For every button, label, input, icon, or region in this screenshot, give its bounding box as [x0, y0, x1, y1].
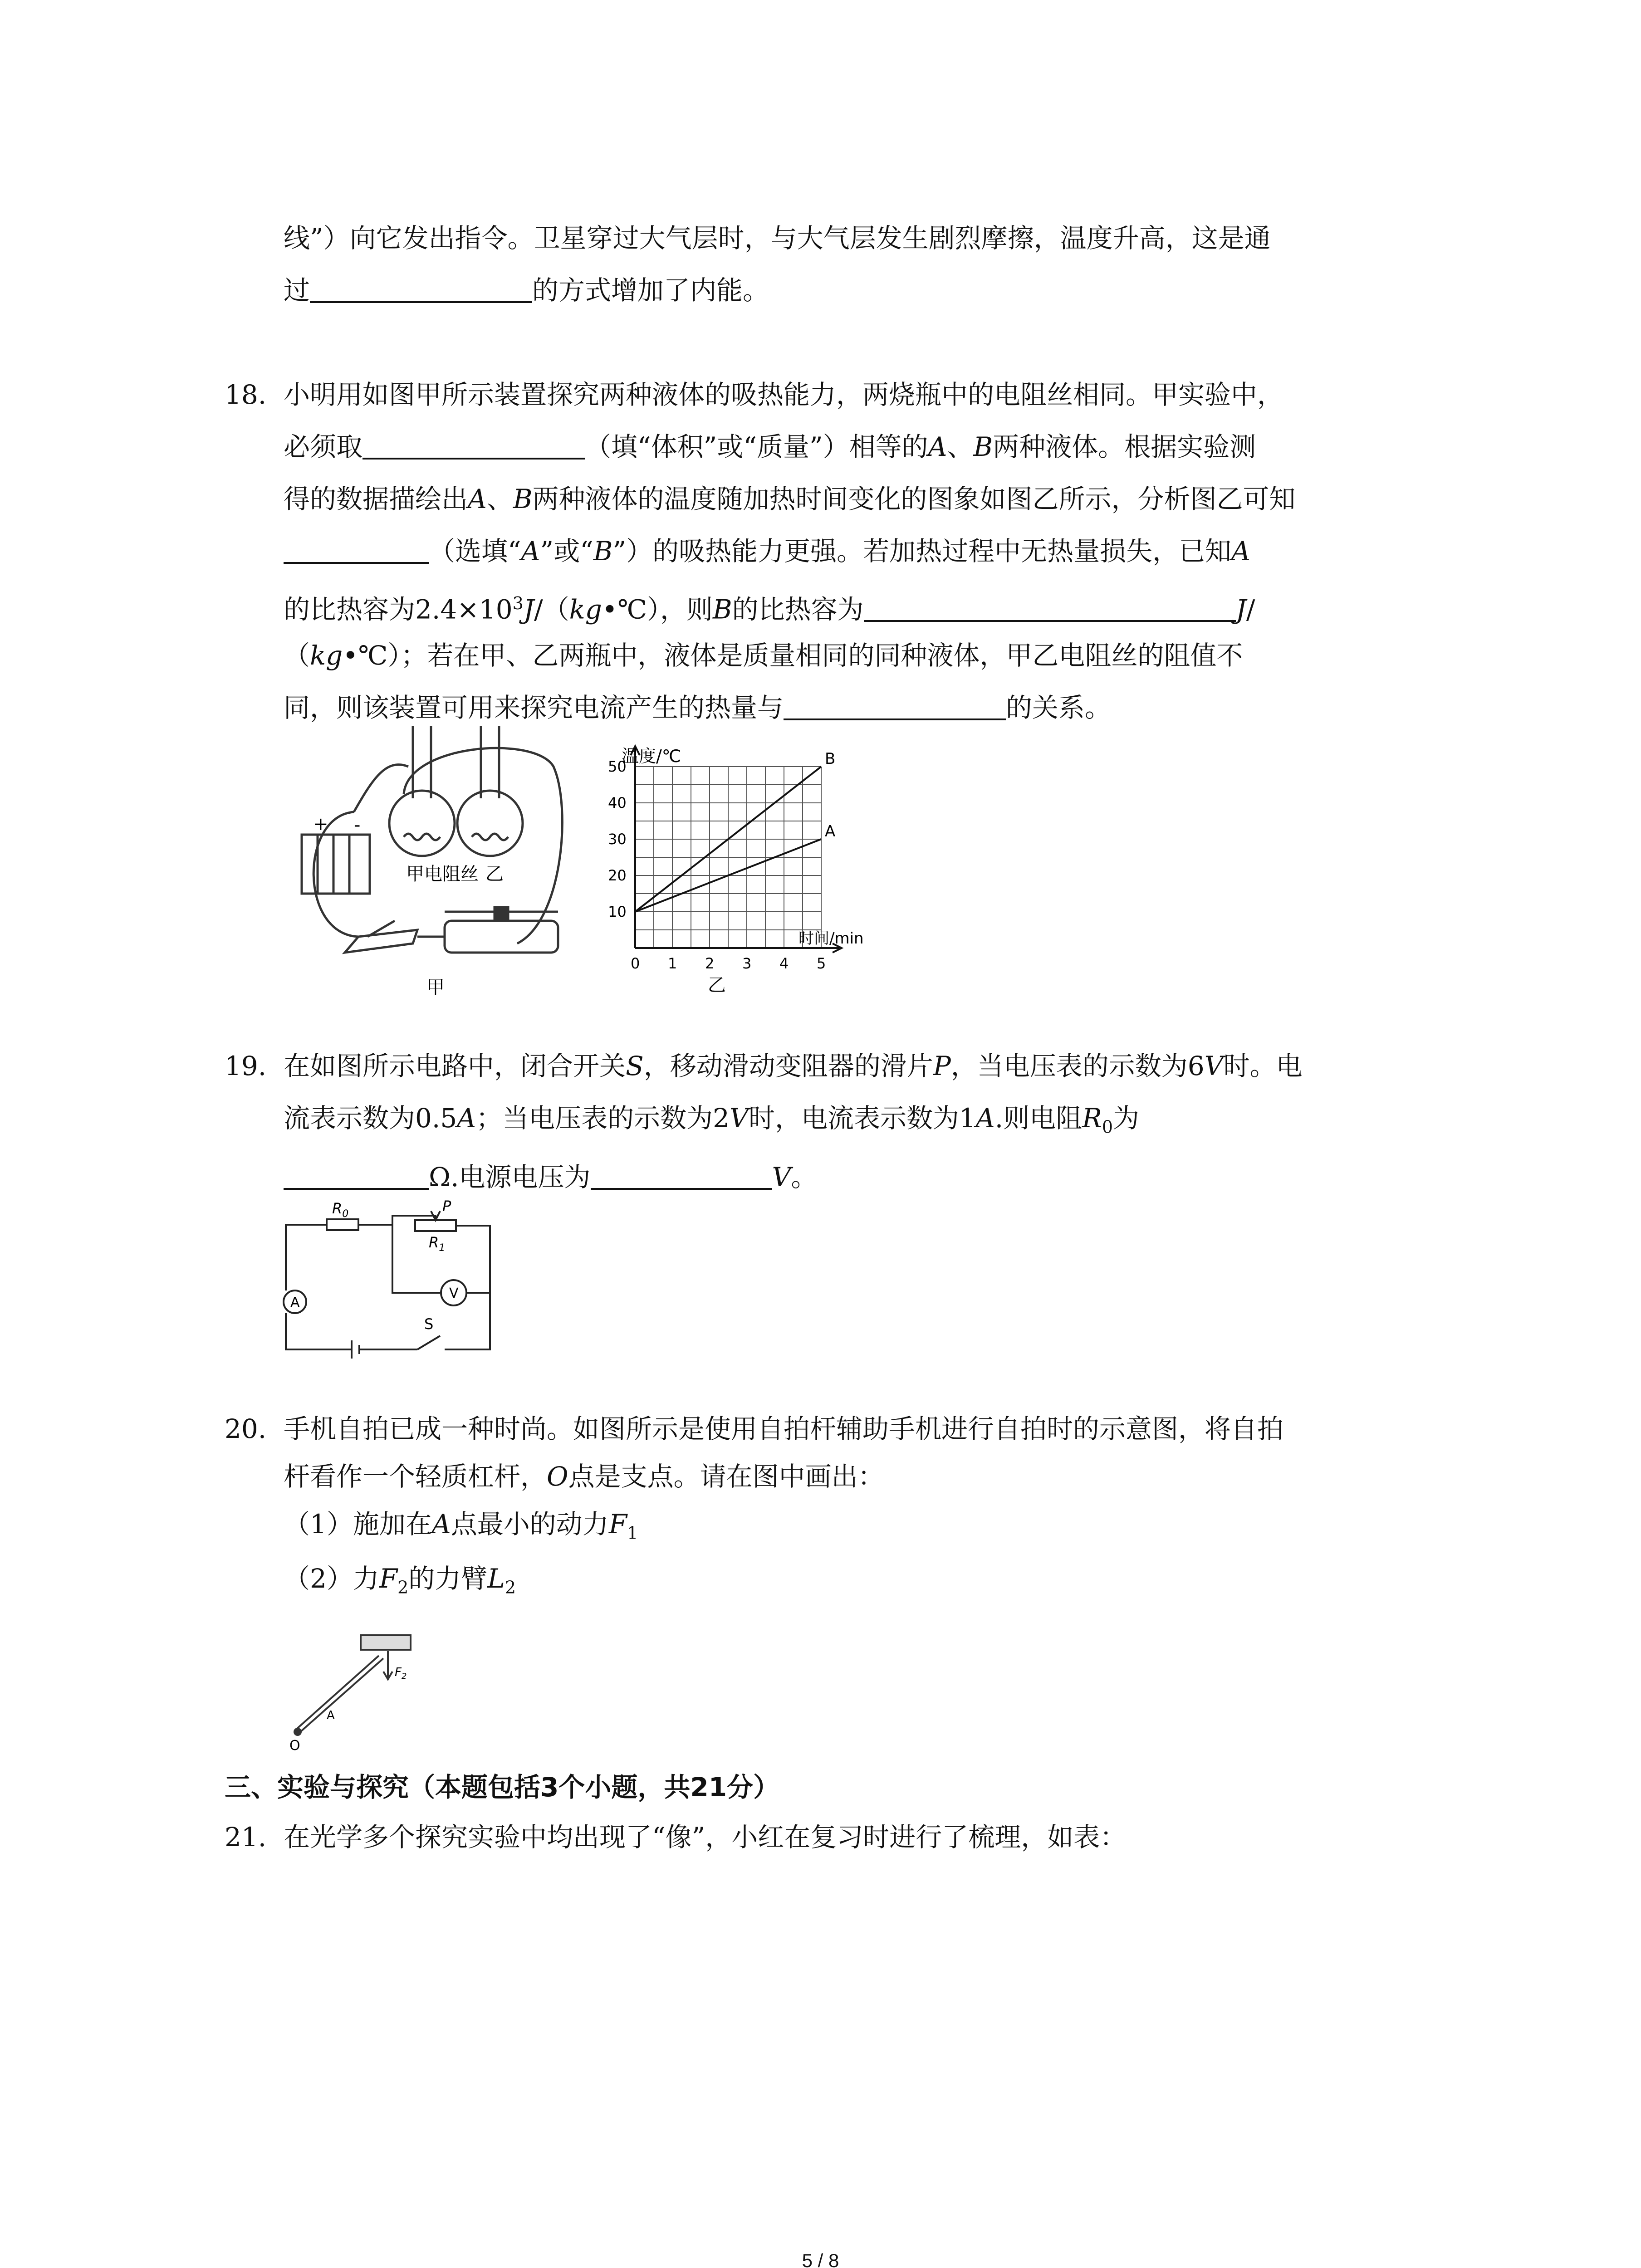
q18-blank-3[interactable]: [864, 593, 1236, 622]
selfie-stick-figure: [281, 1615, 454, 1751]
chart-grid: [631, 746, 842, 953]
coil-jia: [404, 834, 440, 840]
x-tick-label: 1: [668, 955, 677, 972]
coil-yi: [472, 834, 508, 840]
chart-caption: 乙: [708, 975, 726, 996]
q19-line3: Ω.电源电压为 V。: [284, 1159, 817, 1195]
q21-line1: 在光学多个探究实验中均出现了“像”，小红在复习时进行了梳理，如表：: [284, 1822, 1127, 1853]
thermometer-yi: [481, 726, 499, 798]
q18-line5: 的比热容为$2.4\times 10^3J/(kg•℃)$，则B的比热容为 J/: [284, 593, 1255, 625]
label-V: V: [449, 1286, 459, 1301]
x-tick-label: 0: [631, 955, 640, 972]
label-P: P: [442, 1198, 451, 1215]
label-resistance-wire: 甲电阻丝: [406, 864, 479, 885]
q17-line1: 线”）向它发出指令。卫星穿过大气层时，与大气层发生剧烈摩擦，温度升高，这是通: [284, 223, 1271, 254]
y-tick-label: 40: [608, 794, 627, 811]
q20-line4: （2）力$F_2$的力臂$L_2$: [284, 1563, 516, 1598]
series-label-B: B: [825, 750, 836, 768]
x-tick-label: 3: [742, 955, 752, 972]
q19-line2: 流表示数为0.5A；当电压表的示数为2V时，电流表示数为1A.则电阻$R_0$为: [284, 1103, 1140, 1137]
wire-top-left: [354, 765, 408, 812]
q18-line2: 必须取 （填“体积”或“质量”）相等的A、B两种液体。根据实验测: [284, 431, 1256, 462]
temperature-time-chart: [581, 744, 889, 1002]
q20-line1: 手机自拍已成一种时尚。如图所示是使用自拍杆辅助手机进行自拍时的示意图，将自拍: [284, 1413, 1284, 1444]
stick-line-1: [295, 1656, 379, 1730]
battery-minus: -: [354, 815, 361, 836]
fig-jia-caption: 甲: [426, 977, 445, 998]
q19-number: 19.: [225, 1051, 267, 1081]
q21-number: 21.: [225, 1822, 267, 1853]
q18-line7: 同，则该装置可用来探究电流产生的热量与 的关系。: [284, 692, 1112, 723]
label-yi-flask: 乙: [485, 864, 504, 885]
x-tick-label: 2: [705, 955, 715, 972]
y-tick-label: 50: [608, 758, 627, 775]
q17-line2: 过 的方式增加了内能。: [284, 275, 769, 306]
section-3-title: 三、实验与探究（本题包括3个小题，共21分）: [225, 1772, 780, 1803]
chart-xlabel: 时间/min: [798, 929, 864, 948]
series-label-A: A: [825, 822, 836, 841]
apparatus-figure: [281, 708, 599, 1007]
rheostat: [445, 921, 558, 953]
circuit-figure: [281, 1198, 499, 1361]
q18-blank-2[interactable]: [284, 535, 429, 564]
phone: [361, 1635, 411, 1650]
resistor-R0: [327, 1219, 358, 1230]
q20-number: 20.: [225, 1413, 267, 1444]
label-F2: $F_2$: [395, 1666, 407, 1681]
page-number: 5 / 8: [802, 2250, 839, 2268]
q18-line4: （选填“A”或“B”）的吸热能力更强。若加热过程中无热量损失，已知A: [284, 533, 1250, 569]
x-tick-label: 5: [817, 955, 826, 972]
stick-line-2: [300, 1658, 383, 1732]
q19-line1: 在如图所示电路中，闭合开关S，移动滑动变阻器的滑片P，当电压表的示数为6V时。电: [284, 1051, 1303, 1081]
q18-blank-1[interactable]: [362, 430, 585, 459]
y-tick-label: 30: [608, 831, 627, 848]
label-R0: $R_0$: [332, 1200, 349, 1220]
chart-series: [635, 750, 835, 912]
chart-ylabel: 温度/℃: [622, 746, 681, 766]
pivot-O: [294, 1728, 302, 1736]
chart-tick-labels: [608, 758, 826, 972]
q19-blank-2[interactable]: [591, 1161, 772, 1190]
y-tick-label: 10: [608, 903, 627, 920]
q18-line1: 小明用如图甲所示装置探究两种液体的吸热能力，两烧瓶中的电阻丝相同。甲实验中，: [284, 379, 1284, 410]
flask-yi: [457, 791, 523, 856]
x-tick-label: 4: [779, 955, 789, 972]
q19-blank-1[interactable]: [284, 1161, 429, 1190]
label-S: S: [424, 1315, 434, 1333]
switch-S: [417, 1336, 440, 1349]
q18-line3: 得的数据描绘出A、B两种液体的温度随加热时间变化的图象如图乙所示，分析图乙可知: [284, 484, 1296, 514]
q18-number: 18.: [225, 379, 267, 410]
label-A: A: [290, 1295, 300, 1310]
q17-blank[interactable]: [310, 274, 532, 303]
q20-line2: 杆看作一个轻质杠杆，O点是支点。请在图中画出：: [284, 1461, 884, 1492]
battery: [302, 835, 370, 894]
knife-switch: [345, 930, 417, 953]
label-R1: $R_1$: [429, 1234, 446, 1254]
battery-plus: +: [313, 814, 328, 835]
wire-right: [404, 748, 562, 943]
label-O: O: [289, 1738, 300, 1751]
label-A-point: A: [327, 1709, 335, 1722]
q18-blank-4[interactable]: [784, 691, 1006, 720]
y-tick-label: 20: [608, 867, 627, 884]
flask-jia: [389, 791, 455, 856]
q18-line6: （kg•℃）；若在甲、乙两瓶中，液体是质量相同的同种液体，甲乙电阻丝的阻值不: [284, 640, 1243, 671]
q20-line3: （1）施加在A点最小的动力$F_1$: [284, 1509, 638, 1543]
